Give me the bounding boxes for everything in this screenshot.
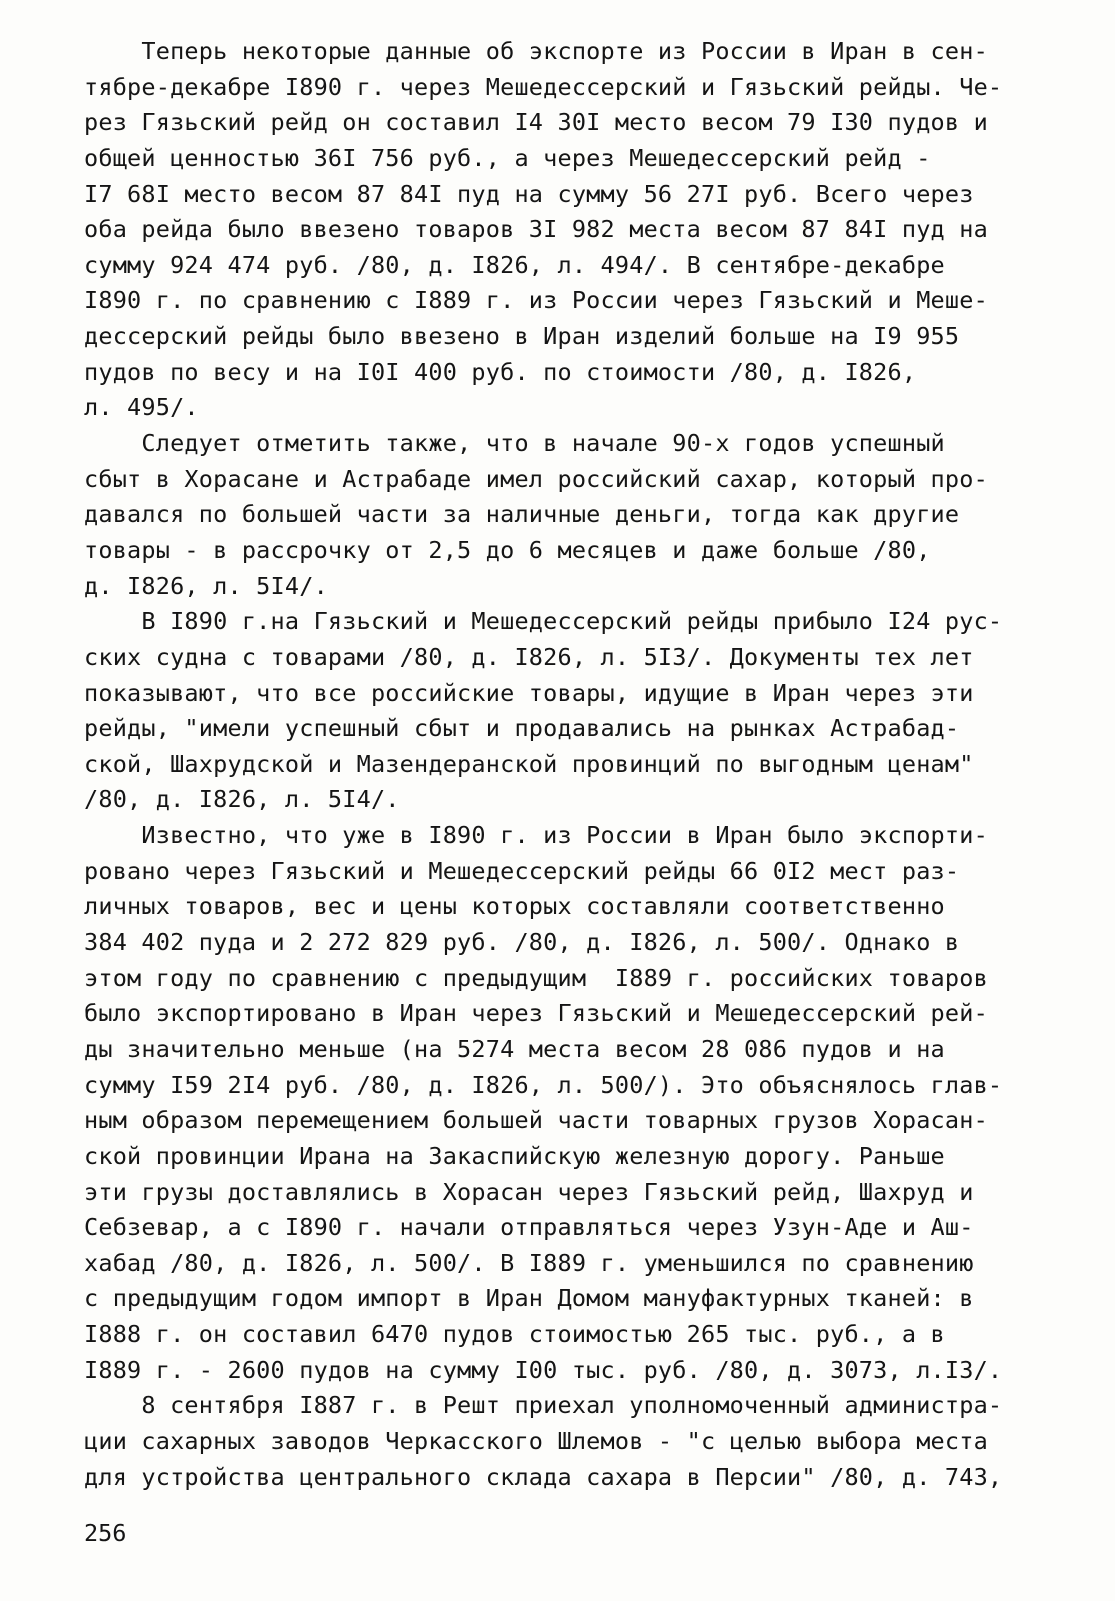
text-line: было экспортировано в Иран через Гязьский и Мешедессерский рей- bbox=[84, 999, 988, 1028]
text-line: этом году по сравнению с предыдущим I889 г. российских товаров bbox=[84, 963, 988, 992]
text-line: 384 402 пуда и 2 272 829 руб. /80, д. I826, л. 500/. Однако в bbox=[84, 928, 960, 957]
text-line: показывают, что все российские товары, идущие в Иран через эти bbox=[84, 678, 974, 707]
text-line: с предыдущим годом импорт в Иран Домом мануфактурных тканей: в bbox=[84, 1284, 974, 1313]
text-line: I888 г. он составил 6470 пудов стоимостью 265 тыс. руб., а в bbox=[84, 1320, 945, 1349]
text-line: тябре-декабре I890 г. через Мешедессерский и Гязьский рейды. Че- bbox=[84, 72, 1003, 101]
text-line: I7 68I место весом 87 84I пуд на сумму 56 27I руб. Всего через bbox=[84, 179, 974, 208]
page-number: 256 bbox=[84, 1519, 127, 1547]
text-line: Себзевар, а с I890 г. начали отправляться через Узун-Аде и Аш- bbox=[84, 1213, 974, 1242]
text-line: хабад /80, д. I826, л. 500/. В I889 г. уменьшился по сравнению bbox=[84, 1248, 974, 1277]
text-line: Известно, что уже в I890 г. из России в Иран было экспорти- bbox=[84, 821, 988, 850]
text-line: В I890 г.на Гязьский и Мешедессерский рейды прибыло I24 рус- bbox=[84, 607, 1003, 636]
text-line: /80, д. I826, л. 5I4/. bbox=[84, 785, 400, 814]
text-line: ды значительно меньше (на 5274 места весом 28 086 пудов и на bbox=[84, 1034, 945, 1063]
text-line: рез Гязьский рейд он составил I4 30I место весом 79 I30 пудов и bbox=[84, 108, 988, 137]
text-line: ным образом перемещением большей части товарных грузов Хорасан- bbox=[84, 1106, 988, 1135]
text-line: эти грузы доставлялись в Хорасан через Гязьский рейд, Шахруд и bbox=[84, 1177, 974, 1206]
text-line: Следует отметить также, что в начале 90-х годов успешный bbox=[84, 429, 945, 458]
text-line: ских судна с товарами /80, д. I826, л. 5I3/. Документы тех лет bbox=[84, 642, 974, 671]
text-line: I890 г. по сравнению с I889 г. из России через Гязьский и Меше- bbox=[84, 286, 988, 315]
text-line: ской, Шахрудской и Мазендеранской провинций по выгодным ценам" bbox=[84, 749, 974, 778]
text-line: личных товаров, вес и цены которых составляли соответственно bbox=[84, 892, 945, 921]
text-line: ции сахарных заводов Черкасского Шлемов - "с целью выбора места bbox=[84, 1426, 988, 1455]
text-line: рейды, "имели успешный сбыт и продавались на рынках Астрабад- bbox=[84, 714, 960, 743]
text-line: д. I826, л. 5I4/. bbox=[84, 571, 328, 600]
text-line: ской провинции Ирана на Закаспийскую железную дорогу. Раньше bbox=[84, 1141, 945, 1170]
text-line: пудов по весу и на I0I 400 руб. по стоимости /80, д. I826, bbox=[84, 357, 917, 386]
text-line: товары - в рассрочку от 2,5 до 6 месяцев и даже больше /80, bbox=[84, 535, 931, 564]
text-line: сумму I59 2I4 руб. /80, д. I826, л. 500/). Это объяснялось глав- bbox=[84, 1070, 1003, 1099]
text-line: л. 495/. bbox=[84, 393, 199, 422]
text-line: давался по большей части за наличные деньги, тогда как другие bbox=[84, 500, 960, 529]
text-line: I889 г. - 2600 пудов на сумму I00 тыс. руб. /80, д. 3073, л.I3/. bbox=[84, 1355, 1003, 1384]
text-line: сумму 924 474 руб. /80, д. I826, л. 494/. В сентябре-декабре bbox=[84, 250, 945, 279]
text-line: 8 сентября I887 г. в Решт приехал уполномоченный администра- bbox=[84, 1391, 1003, 1420]
text-line: дессерский рейды было ввезено в Иран изделий больше на I9 955 bbox=[84, 322, 960, 351]
text-line: для устройства центрального склада сахара в Персии" /80, д. 743, bbox=[84, 1462, 1003, 1491]
body-text bbox=[84, 34, 1024, 1495]
text-line: сбыт в Хорасане и Астрабаде имел российский сахар, который про- bbox=[84, 464, 988, 493]
text-line: оба рейда было ввезено товаров 3I 982 места весом 87 84I пуд на bbox=[84, 215, 988, 244]
text-line: общей ценностью 36I 756 руб., а через Мешедессерский рейд - bbox=[84, 143, 931, 172]
text-line: Теперь некоторые данные об экспорте из России в Иран в сен- bbox=[84, 37, 988, 65]
text-line: ровано через Гязьский и Мешедессерский рейды 66 0I2 мест раз- bbox=[84, 856, 960, 885]
